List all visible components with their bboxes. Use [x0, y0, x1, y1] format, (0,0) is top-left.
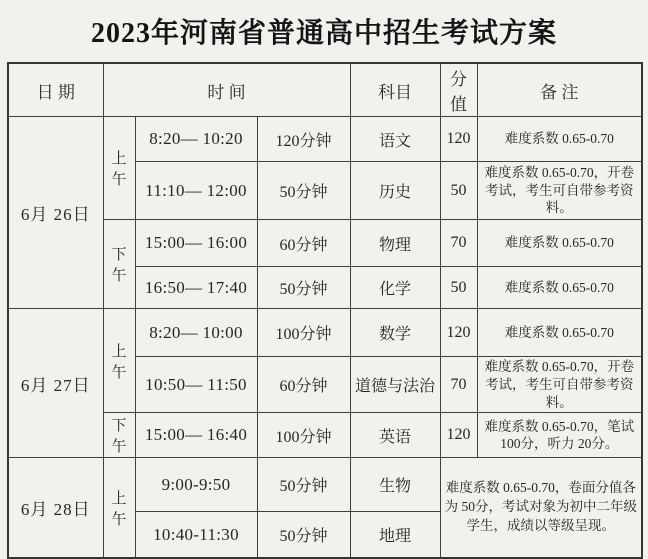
cell-subject: 历史	[350, 162, 440, 220]
cell-subject: 数学	[350, 309, 440, 357]
cell-score: 50	[440, 267, 477, 309]
header-score: 分值	[440, 63, 477, 117]
cell-date-jun28: 6月 28日	[8, 458, 103, 558]
cell-time: 16:50— 17:40	[135, 267, 257, 309]
cell-period-pm: 下午	[103, 220, 135, 309]
cell-score: 50	[440, 162, 477, 220]
cell-subject: 化学	[350, 267, 440, 309]
table-row	[8, 309, 642, 357]
cell-note: 难度系数 0.65-0.70	[477, 267, 642, 309]
exam-schedule-table	[7, 62, 643, 559]
cell-time: 9:00-9:50	[135, 458, 257, 512]
cell-note: 难度系数 0.65-0.70，开卷考试，考生可自带参考资料。	[477, 357, 642, 413]
page-title: 2023年河南省普通高中招生考试方案	[90, 18, 557, 49]
cell-note: 难度系数 0.65-0.70，笔试 100分，听力 20分。	[477, 413, 642, 458]
cell-subject: 道德与法治	[350, 357, 440, 413]
cell-note: 难度系数 0.65-0.70	[477, 220, 642, 267]
header-row	[8, 63, 642, 117]
cell-note-merged: 难度系数 0.65-0.70，卷面分值各为 50分，考试对象为初中二年级学生，成绩以等级呈现。	[440, 458, 642, 558]
cell-score: 70	[440, 220, 477, 267]
cell-duration: 50分钟	[257, 162, 350, 220]
cell-subject: 生物	[350, 458, 440, 512]
header-date: 日 期	[8, 63, 103, 117]
cell-time: 8:20— 10:00	[135, 309, 257, 357]
cell-duration: 50分钟	[257, 267, 350, 309]
header-time: 时 间	[103, 63, 350, 117]
table-row	[8, 220, 642, 267]
cell-period-am: 上午	[103, 117, 135, 220]
cell-duration: 100分钟	[257, 309, 350, 357]
table-row	[8, 117, 642, 162]
cell-time: 11:10— 12:00	[135, 162, 257, 220]
table-row	[8, 458, 642, 512]
header-subject: 科目	[350, 63, 440, 117]
cell-period-am: 上午	[103, 458, 135, 558]
cell-time: 8:20— 10:20	[135, 117, 257, 162]
cell-subject: 物理	[350, 220, 440, 267]
cell-subject: 地理	[350, 512, 440, 558]
cell-period-am: 上午	[103, 309, 135, 413]
cell-time: 15:00— 16:00	[135, 220, 257, 267]
cell-duration: 60分钟	[257, 357, 350, 413]
cell-score: 120	[440, 413, 477, 458]
cell-score: 120	[440, 117, 477, 162]
cell-score: 70	[440, 357, 477, 413]
cell-note: 难度系数 0.65-0.70	[477, 117, 642, 162]
cell-time: 10:40-11:30	[135, 512, 257, 558]
cell-duration: 100分钟	[257, 413, 350, 458]
cell-duration: 60分钟	[257, 220, 350, 267]
cell-score: 120	[440, 309, 477, 357]
header-note: 备 注	[477, 63, 642, 117]
cell-note: 难度系数 0.65-0.70，开卷考试，考生可自带参考资料。	[477, 162, 642, 220]
table-row	[8, 413, 642, 458]
cell-subject: 语文	[350, 117, 440, 162]
cell-duration: 50分钟	[257, 512, 350, 558]
cell-time: 10:50— 11:50	[135, 357, 257, 413]
cell-subject: 英语	[350, 413, 440, 458]
cell-period-pm: 下午	[103, 413, 135, 458]
cell-date-jun26: 6月 26日	[8, 117, 103, 309]
cell-date-jun27: 6月 27日	[8, 309, 103, 458]
cell-time: 15:00— 16:40	[135, 413, 257, 458]
cell-duration: 120分钟	[257, 117, 350, 162]
cell-note: 难度系数 0.65-0.70	[477, 309, 642, 357]
cell-duration: 50分钟	[257, 458, 350, 512]
